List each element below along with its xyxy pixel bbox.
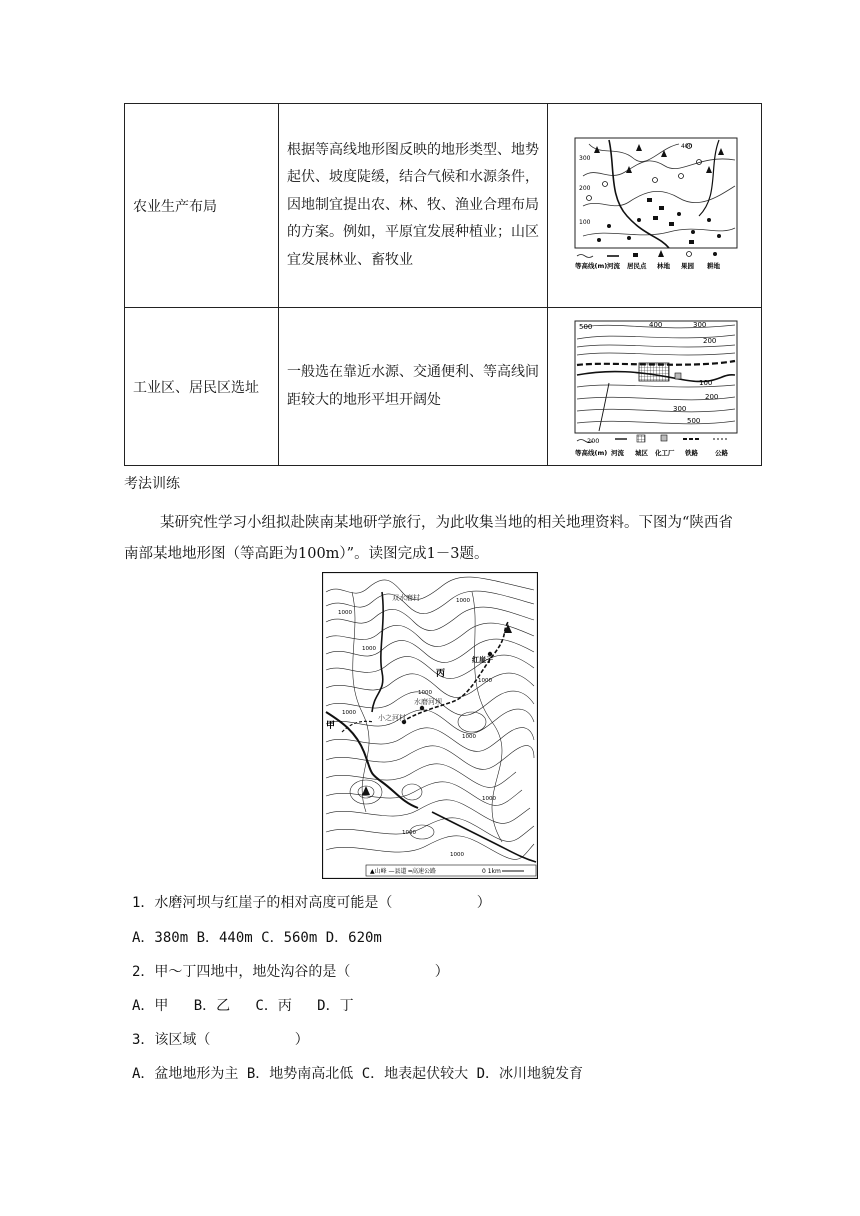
row-description: 一般选在靠近水源、交通便利、等高线间距较大的地形平坦开阔处	[279, 308, 548, 466]
map-scale: 0 1km	[482, 868, 501, 875]
agriculture-figure-cell	[548, 104, 762, 308]
place-label: 丙	[436, 669, 446, 679]
question-2-options	[132, 995, 354, 1015]
contour-label: 500	[578, 322, 592, 331]
contour-label: 200	[704, 392, 718, 401]
contour-value: 1000	[456, 598, 470, 604]
industry-contour-figure	[569, 313, 741, 461]
place-label: 甲	[326, 721, 336, 731]
place-label: 水磨河坝	[414, 698, 442, 706]
contour-label: 100	[578, 218, 590, 226]
contour-value: 1000	[342, 710, 356, 716]
contour-label: 200	[578, 184, 590, 192]
contour-label: 400	[648, 320, 662, 329]
contour-value: 1000	[362, 646, 376, 652]
agriculture-contour-figure	[569, 136, 741, 276]
row-label: 农业生产布局	[125, 104, 279, 308]
legend-contour-value: 200	[586, 436, 599, 445]
topographic-map-svg	[322, 572, 538, 879]
table-row	[125, 308, 762, 466]
contour-label: 300	[578, 154, 590, 162]
contour-value: 1000	[450, 852, 464, 858]
contour-value: 1000	[478, 678, 492, 684]
contour-value: 1000	[402, 830, 416, 836]
question-stem: 1．水磨河坝与红崖子的相对高度可能是（ ）	[132, 895, 491, 911]
legend-item: 公路	[714, 448, 728, 457]
question-options: A．甲 B．乙 C．丙 D．丁	[132, 998, 354, 1014]
contour-value: 1000	[338, 610, 352, 616]
table-row	[125, 104, 762, 308]
place-label: 小之河村	[378, 714, 406, 722]
legend-item: 居民点	[626, 261, 646, 270]
intro-paragraph: 某研究性学习小组拟赴陕南某地研学旅行，为此收集当地的相关地理资料。下图为“陕西省南部某地地形图（等高距为100m）”。读图完成1－3题。	[124, 515, 733, 562]
contour-label: 300	[672, 404, 686, 413]
map-legend: ▲山峰 —县道 ═高速公路	[370, 868, 437, 875]
legend-item: 林地	[656, 261, 670, 270]
question-1	[132, 892, 491, 912]
question-3	[132, 1029, 309, 1049]
place-label: 双水磨村	[392, 594, 420, 602]
contour-value: 1000	[482, 796, 496, 802]
row-label: 工业区、居民区选址	[125, 308, 279, 466]
legend-item: 耕地	[706, 261, 720, 270]
contour-value: 1000	[418, 690, 432, 696]
question-stem: 2．甲～丁四地中，地处沟谷的是（ ）	[132, 964, 449, 980]
legend-item: 等高线(m)	[574, 448, 607, 457]
legend-item: 等高线(m)	[574, 261, 607, 270]
industry-figure-cell	[548, 308, 762, 466]
legend-item: 河流	[610, 448, 624, 457]
application-table	[124, 103, 762, 466]
question-3-options	[132, 1063, 583, 1083]
contour-value: 1000	[462, 734, 476, 740]
contour-label: 200	[702, 336, 716, 345]
legend-item: 城区	[634, 448, 648, 457]
question-options: A．380m B．440m C．560m D．620m	[132, 930, 382, 946]
place-label: 红崖子	[472, 656, 493, 664]
row-description: 根据等高线地形图反映的地形类型、地势起伏、坡度陡缓，结合气候和水源条件，因地制宜提出农、林、牧、渔业合理布局的方案。例如，平原宜发展种植业；山区宜发展林业、畜牧业	[279, 104, 548, 308]
contour-label: 400	[680, 142, 692, 150]
topographic-map	[322, 572, 538, 879]
legend-item: 河流	[606, 261, 620, 270]
question-1-options	[132, 927, 382, 947]
question-2	[132, 961, 449, 981]
legend-item: 果园	[680, 261, 694, 270]
legend-item: 化工厂	[654, 448, 674, 457]
contour-label: 100	[698, 378, 712, 387]
question-options: A．盆地地形为主 B．地势南高北低 C．地表起伏较大 D．冰川地貌发育	[132, 1066, 583, 1082]
question-stem: 3．该区域（ ）	[132, 1032, 309, 1048]
section-title: 考法训练	[124, 476, 180, 492]
legend-item: 铁路	[684, 448, 698, 457]
contour-label: 500	[686, 416, 700, 425]
contour-label: 300	[692, 320, 706, 329]
